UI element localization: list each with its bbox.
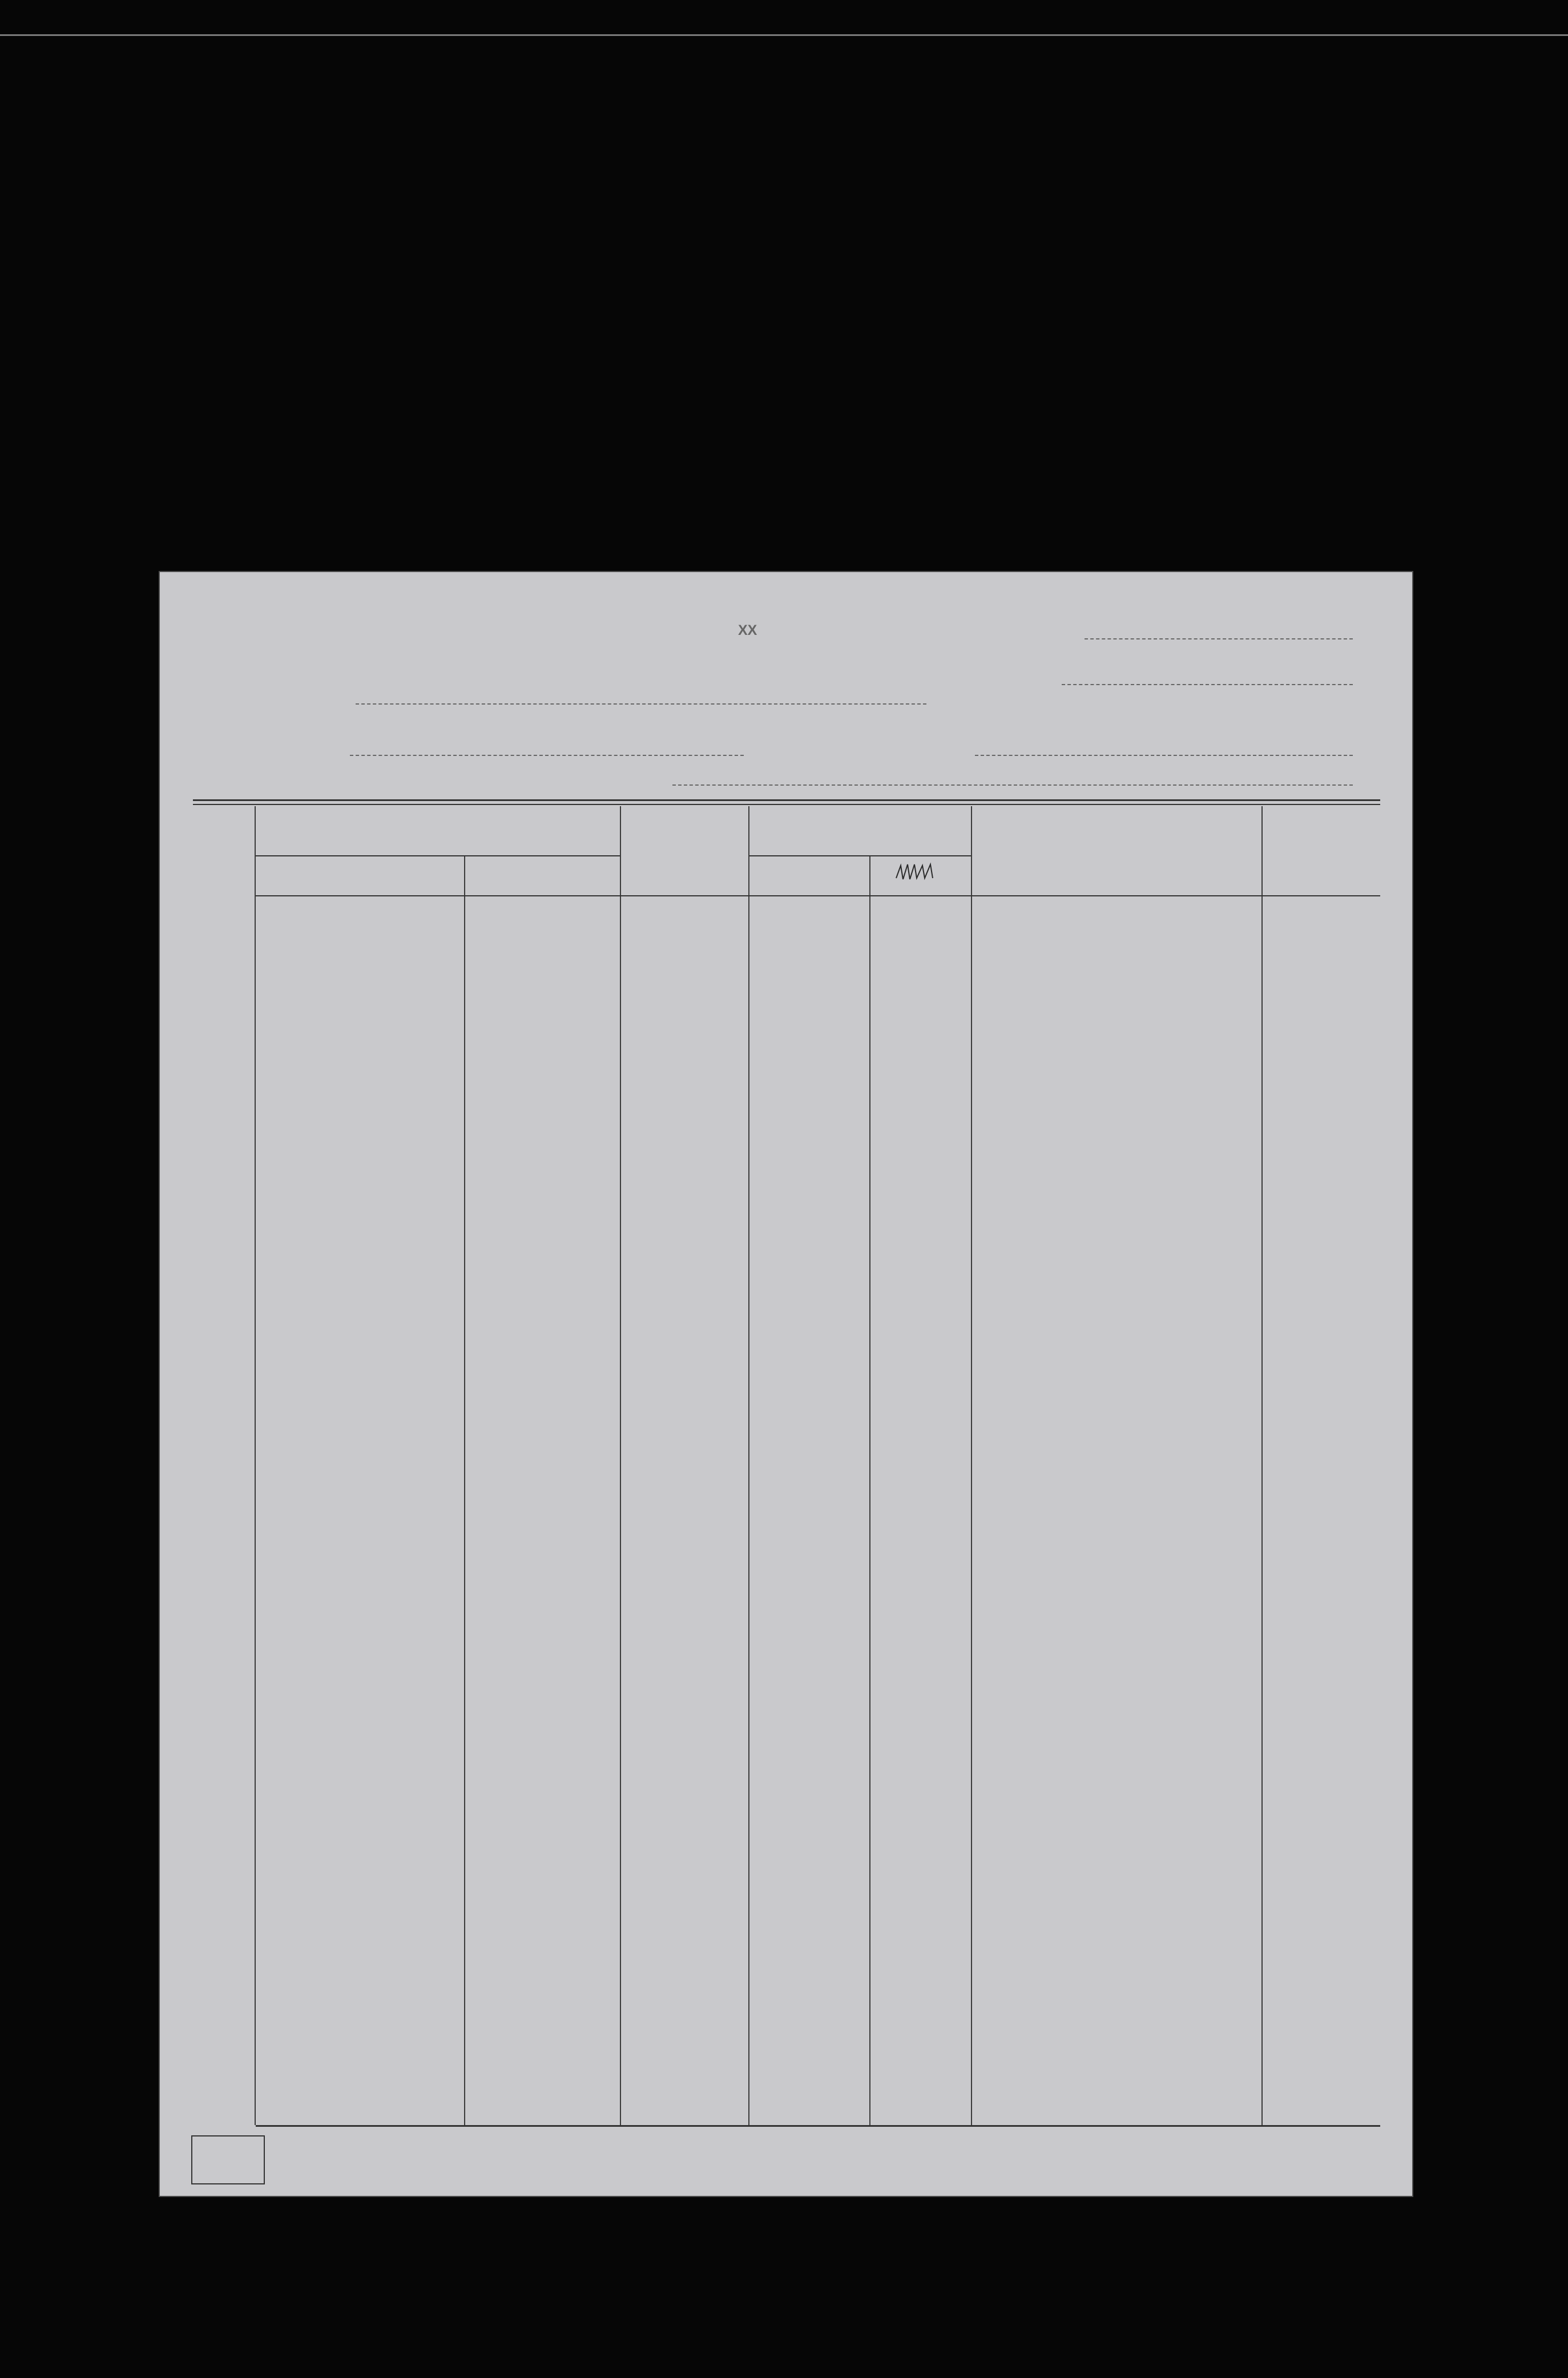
carrier-line [356,703,926,705]
col5-header [1263,811,1380,813]
table-bottom-rule [256,2125,1380,2127]
table-top-rule [193,799,1380,801]
crew-list-form [159,571,1413,2197]
last-port-line [672,784,1353,786]
where-header-scribble [895,861,941,884]
col-line-position [869,856,870,2125]
title-passenger-list: XX [738,622,757,638]
col-line-given [620,806,621,2125]
class-line [1062,684,1353,685]
col-line-passport [748,806,749,2125]
col-line-kin [1261,806,1263,2125]
col4-header [972,811,1261,815]
sheet-no-line [1085,638,1353,639]
col2-header [769,811,861,814]
col-line-where [971,806,972,2125]
scan-edge-line [0,34,1568,36]
col-line-left [255,806,256,2125]
date-line [350,755,744,756]
col-line-family [464,856,465,2125]
header-bottom-rule [256,895,1380,896]
col1-sub-rule [256,855,620,856]
col3-sub-rule [749,855,971,856]
port-line [975,755,1353,756]
total-box [191,2135,265,2184]
table-top-rule-2 [193,804,1380,805]
